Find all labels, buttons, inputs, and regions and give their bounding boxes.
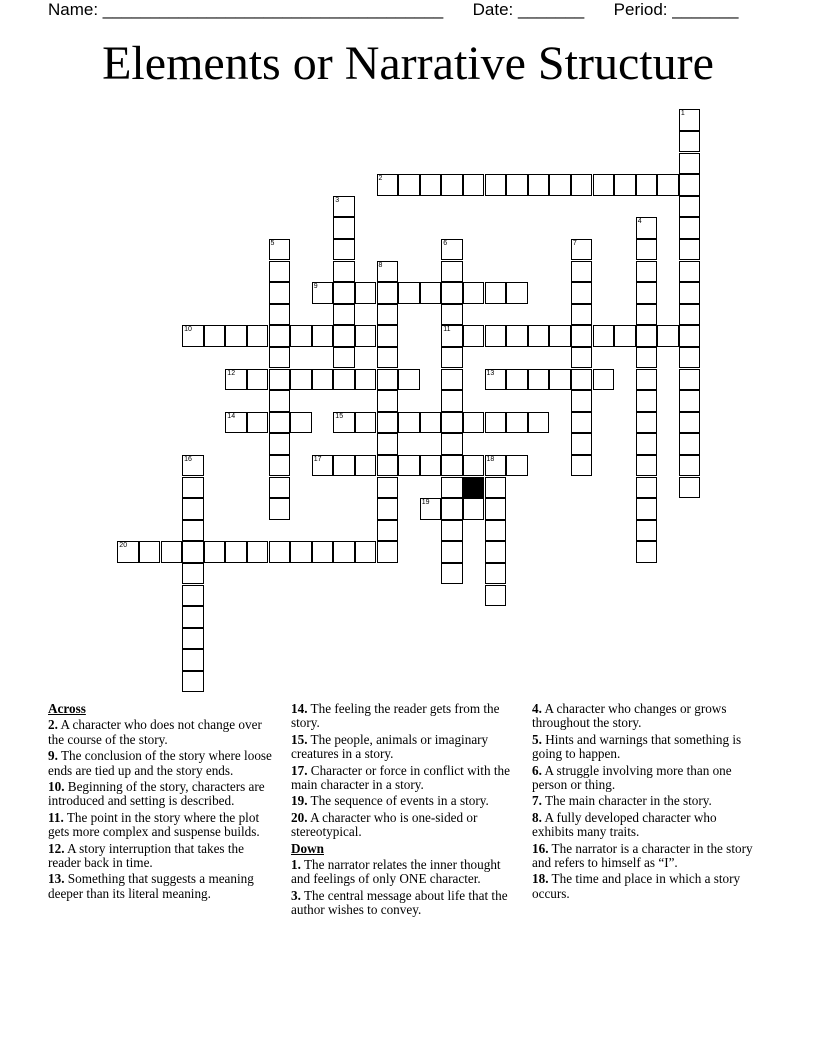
grid-cell[interactable]: [377, 520, 399, 542]
grid-cell[interactable]: [312, 282, 334, 304]
grid-cell[interactable]: [657, 325, 679, 347]
grid-cell[interactable]: [571, 390, 593, 412]
clue-down-8: 8. A fully developed character who exhibits many traits.: [532, 809, 717, 840]
clue-across-17: 17. Character or force in conflict with the main character in a story.: [291, 762, 510, 793]
grid-cell[interactable]: [636, 217, 658, 239]
grid-cell[interactable]: [636, 369, 658, 391]
grid-cell[interactable]: [420, 498, 442, 520]
clue-number: 17: [313, 455, 322, 463]
grid-cell[interactable]: [441, 369, 463, 391]
grid-cell[interactable]: [506, 325, 528, 347]
grid-cell[interactable]: [269, 369, 291, 391]
grid-cell[interactable]: [333, 196, 355, 218]
grid-cell[interactable]: [420, 455, 442, 477]
grid-cell[interactable]: [333, 347, 355, 369]
grid-cell[interactable]: [441, 282, 463, 304]
clue-number: 18: [486, 455, 495, 463]
clue-down-16: 16. The narrator is a character in the story and refers to himself as “I”.: [532, 840, 753, 871]
clue-across-19: 19. The sequence of events in a story.: [291, 793, 489, 809]
grid-cell[interactable]: [614, 325, 636, 347]
date-field[interactable]: Date: _______: [472, 0, 585, 19]
grid-cell[interactable]: [161, 541, 183, 563]
grid-cell[interactable]: [441, 541, 463, 563]
grid-cell[interactable]: [290, 412, 312, 434]
grid-cell[interactable]: [333, 239, 355, 261]
clue-across-20: 20. A character who is one-sided or stereotypical.: [291, 809, 478, 840]
clue-number: 11: [443, 326, 451, 334]
grid-cell[interactable]: [441, 412, 463, 434]
grid-cell[interactable]: [485, 174, 507, 196]
grid-cell[interactable]: [182, 671, 204, 693]
grid-cell[interactable]: [377, 390, 399, 412]
grid-cell[interactable]: [636, 261, 658, 283]
grid-cell[interactable]: [506, 412, 528, 434]
grid-cell[interactable]: [117, 541, 139, 563]
grid-cell[interactable]: [182, 649, 204, 671]
across-heading: Across: [48, 701, 86, 716]
grid-cell[interactable]: [636, 347, 658, 369]
grid-cell[interactable]: [485, 520, 507, 542]
grid-cell[interactable]: [312, 541, 334, 563]
grid-cell[interactable]: [333, 541, 355, 563]
grid-cell[interactable]: [182, 325, 204, 347]
grid-cell[interactable]: [420, 174, 442, 196]
grid-cell[interactable]: [333, 261, 355, 283]
grid-cell[interactable]: [182, 520, 204, 542]
grid-cell[interactable]: [528, 174, 550, 196]
grid-cell[interactable]: [290, 369, 312, 391]
grid-cell[interactable]: [333, 412, 355, 434]
clue-across-15: 15. The people, animals or imaginary creatures in a story.: [291, 731, 489, 762]
grid-cell[interactable]: [182, 477, 204, 499]
grid-cell[interactable]: [269, 455, 291, 477]
grid-cell[interactable]: [269, 477, 291, 499]
grid-cell[interactable]: [377, 412, 399, 434]
grid-cell[interactable]: [355, 541, 377, 563]
grid-cell[interactable]: [269, 433, 291, 455]
grid-cell[interactable]: [571, 455, 593, 477]
grid-cell[interactable]: [679, 304, 701, 326]
clue-number: 12: [227, 369, 236, 377]
grid-cell[interactable]: [593, 369, 615, 391]
grid-cell[interactable]: [463, 455, 485, 477]
clue-down-3: 3. The central message about life that the author wishes to convey.: [291, 887, 508, 918]
grid-cell[interactable]: [290, 541, 312, 563]
grid-cell[interactable]: [657, 174, 679, 196]
grid-cell[interactable]: [571, 347, 593, 369]
grid-cell[interactable]: [269, 239, 291, 261]
grid-cell[interactable]: [247, 325, 269, 347]
grid-cell[interactable]: [225, 541, 247, 563]
clue-down-18: 18. The time and place in which a story occurs.: [532, 871, 741, 901]
grid-cell[interactable]: [614, 174, 636, 196]
grid-cell[interactable]: [441, 477, 463, 499]
clue-number: 20: [119, 542, 128, 550]
grid-cell[interactable]: [269, 261, 291, 283]
grid-cell[interactable]: [377, 325, 399, 347]
grid-cell[interactable]: [355, 412, 377, 434]
clue-number: 15: [335, 412, 344, 420]
clue-down-5: 5. Hints and warnings that something is going to happen.: [532, 731, 742, 762]
grid-cell[interactable]: [679, 412, 701, 434]
grid-cell[interactable]: [506, 282, 528, 304]
grid-cell[interactable]: [571, 282, 593, 304]
grid-cell[interactable]: [679, 131, 701, 153]
grid-cell[interactable]: [398, 174, 420, 196]
clue-number: 2: [378, 175, 383, 183]
name-field[interactable]: Name: ____________________________________: [48, 0, 444, 19]
grid-cell[interactable]: [636, 541, 658, 563]
clue-number: 10: [184, 326, 192, 334]
grid-cell[interactable]: [441, 520, 463, 542]
clue-number: 3: [335, 196, 340, 204]
grid-cell[interactable]: [398, 369, 420, 391]
down-heading: Down: [291, 840, 324, 856]
grid-cell[interactable]: [679, 433, 701, 455]
clue-number: 6: [443, 239, 448, 247]
grid-cell[interactable]: [269, 541, 291, 563]
grid-cell[interactable]: [398, 282, 420, 304]
grid-cell[interactable]: [139, 541, 161, 563]
grid-cell[interactable]: [182, 455, 204, 477]
grid-cell[interactable]: [377, 433, 399, 455]
grid-cell[interactable]: [463, 412, 485, 434]
page-title: Elements or Narrative Structure: [102, 37, 714, 90]
grid-cell[interactable]: [182, 585, 204, 607]
grid-cell[interactable]: [549, 325, 571, 347]
clue-down-7: 7. The main character in the story.: [532, 793, 712, 809]
grid-cell[interactable]: [377, 455, 399, 477]
period-field[interactable]: Period: _______: [613, 0, 739, 19]
grid-cell[interactable]: [312, 455, 334, 477]
grid-cell[interactable]: [377, 369, 399, 391]
grid-cell[interactable]: [377, 477, 399, 499]
clue-across-14: 14. The feeling the reader gets from the story.: [291, 701, 500, 731]
grid-cell[interactable]: [204, 541, 226, 563]
clue-number: 8: [378, 261, 383, 269]
grid-cell[interactable]: [679, 239, 701, 261]
grid-cell[interactable]: [377, 174, 399, 196]
grid-cell[interactable]: [225, 325, 247, 347]
grid-cell[interactable]: [333, 217, 355, 239]
clue-across-11: 11. The point in the story where the plot gets more complex and suspense builds.: [48, 809, 260, 840]
grid-cell[interactable]: [485, 477, 507, 499]
grid-cell[interactable]: [463, 325, 485, 347]
grid-cell[interactable]: [636, 498, 658, 520]
grid-cell[interactable]: [571, 325, 593, 347]
grid-cell[interactable]: [247, 412, 269, 434]
grid-cell[interactable]: [377, 498, 399, 520]
grid-cell[interactable]: [204, 325, 226, 347]
grid-cell[interactable]: [571, 174, 593, 196]
grid-cell[interactable]: [571, 239, 593, 261]
clue-across-12: 12. A story interruption that takes the reader back in time.: [48, 840, 244, 871]
grid-cell[interactable]: [679, 282, 701, 304]
grid-cell[interactable]: [398, 412, 420, 434]
grid-cell[interactable]: [636, 239, 658, 261]
grid-cell[interactable]: [636, 520, 658, 542]
grid-cell[interactable]: [571, 261, 593, 283]
grid-cell[interactable]: [679, 369, 701, 391]
grid-cell[interactable]: [333, 282, 355, 304]
grid-cell[interactable]: [182, 606, 204, 628]
grid-cell[interactable]: [463, 174, 485, 196]
clue-number: 9: [313, 283, 318, 291]
grid-block: [463, 477, 485, 499]
grid-cell[interactable]: [528, 325, 550, 347]
grid-cell[interactable]: [377, 261, 399, 283]
grid-cell[interactable]: [636, 282, 658, 304]
grid-cell[interactable]: [679, 477, 701, 499]
grid-cell[interactable]: [636, 412, 658, 434]
clue-across-10: 10. Beginning of the story, characters are introduced and setting is described.: [48, 779, 265, 809]
grid-cell[interactable]: [636, 325, 658, 347]
grid-cell[interactable]: [506, 174, 528, 196]
grid-cell[interactable]: [571, 433, 593, 455]
grid-cell[interactable]: [290, 325, 312, 347]
grid-cell[interactable]: [441, 174, 463, 196]
grid-cell[interactable]: [420, 412, 442, 434]
grid-cell[interactable]: [247, 369, 269, 391]
grid-cell[interactable]: [333, 325, 355, 347]
grid-cell[interactable]: [485, 455, 507, 477]
grid-cell[interactable]: [441, 498, 463, 520]
grid-cell[interactable]: [549, 174, 571, 196]
grid-cell[interactable]: [571, 369, 593, 391]
grid-cell[interactable]: [679, 347, 701, 369]
grid-cell[interactable]: [377, 304, 399, 326]
grid-cell[interactable]: [269, 412, 291, 434]
grid-cell[interactable]: [593, 174, 615, 196]
clues-column-1: [48, 702, 276, 903]
grid-cell[interactable]: [485, 369, 507, 391]
clue-number: 1: [680, 110, 685, 118]
grid-cell[interactable]: [441, 239, 463, 261]
grid-cell[interactable]: [679, 455, 701, 477]
grid-cell[interactable]: [679, 390, 701, 412]
clue-down-6: 6. A struggle involving more than one person or thing.: [532, 762, 732, 793]
grid-cell[interactable]: [485, 325, 507, 347]
grid-cell[interactable]: [485, 541, 507, 563]
grid-cell[interactable]: [377, 541, 399, 563]
grid-cell[interactable]: [441, 347, 463, 369]
clue-number: 5: [270, 239, 275, 247]
grid-cell[interactable]: [269, 325, 291, 347]
grid-cell[interactable]: [377, 282, 399, 304]
grid-cell[interactable]: [355, 325, 377, 347]
clue-number: 19: [421, 499, 430, 507]
grid-cell[interactable]: [269, 498, 291, 520]
grid-cell[interactable]: [355, 369, 377, 391]
grid-cell[interactable]: [485, 563, 507, 585]
grid-cell[interactable]: [182, 498, 204, 520]
grid-cell[interactable]: [377, 347, 399, 369]
grid-cell[interactable]: [636, 174, 658, 196]
clues-column-2: [291, 702, 519, 920]
grid-cell[interactable]: [225, 369, 247, 391]
grid-cell[interactable]: [571, 304, 593, 326]
grid-cell[interactable]: [225, 412, 247, 434]
grid-cell[interactable]: [506, 369, 528, 391]
clue-across-9: 9. The conclusion of the story where loose ends are tied up and the story ends.: [48, 748, 272, 778]
clue-number: 14: [227, 412, 236, 420]
grid-cell[interactable]: [485, 412, 507, 434]
grid-cell[interactable]: [182, 628, 204, 650]
grid-cell[interactable]: [441, 390, 463, 412]
grid-cell[interactable]: [528, 369, 550, 391]
grid-cell[interactable]: [312, 325, 334, 347]
clue-across-13: 13. Something that suggests a meaning deeper than its literal meaning.: [48, 871, 254, 901]
grid-cell[interactable]: [269, 304, 291, 326]
grid-cell[interactable]: [463, 498, 485, 520]
grid-cell[interactable]: [593, 325, 615, 347]
grid-cell[interactable]: [333, 369, 355, 391]
grid-cell[interactable]: [269, 347, 291, 369]
grid-cell[interactable]: [182, 563, 204, 585]
grid-cell[interactable]: [485, 282, 507, 304]
grid-cell[interactable]: [636, 455, 658, 477]
grid-cell[interactable]: [679, 217, 701, 239]
clue-number: 13: [486, 369, 495, 377]
grid-cell[interactable]: [485, 585, 507, 607]
grid-cell[interactable]: [355, 282, 377, 304]
clue-down-4: 4. A character who changes or grows throughout the story.: [532, 701, 727, 731]
grid-cell[interactable]: [679, 109, 701, 131]
grid-cell[interactable]: [485, 498, 507, 520]
grid-cell[interactable]: [679, 153, 701, 175]
grid-cell[interactable]: [333, 304, 355, 326]
grid-cell[interactable]: [679, 196, 701, 218]
grid-cell[interactable]: [441, 304, 463, 326]
clues-column-3: [532, 702, 760, 903]
clue-across-2: 2. A character who does not change over the course of the story.: [48, 717, 262, 747]
grid-cell[interactable]: [441, 433, 463, 455]
grid-cell[interactable]: [420, 282, 442, 304]
grid-cell[interactable]: [571, 412, 593, 434]
grid-cell[interactable]: [636, 477, 658, 499]
grid-cell[interactable]: [333, 455, 355, 477]
grid-cell[interactable]: [636, 304, 658, 326]
grid-cell[interactable]: [269, 282, 291, 304]
grid-cell[interactable]: [636, 433, 658, 455]
grid-cell[interactable]: [441, 563, 463, 585]
grid-cell[interactable]: [528, 412, 550, 434]
grid-cell[interactable]: [549, 369, 571, 391]
grid-cell[interactable]: [398, 455, 420, 477]
grid-cell[interactable]: [247, 541, 269, 563]
grid-cell[interactable]: [636, 390, 658, 412]
grid-cell[interactable]: [679, 261, 701, 283]
grid-cell[interactable]: [355, 455, 377, 477]
clue-down-1: 1. The narrator relates the inner thought and feelings of only ONE character.: [291, 857, 501, 887]
clue-number: 16: [184, 455, 192, 463]
grid-cell[interactable]: [441, 325, 463, 347]
grid-cell[interactable]: [441, 261, 463, 283]
grid-cell[interactable]: [463, 282, 485, 304]
clue-number: 4: [637, 218, 642, 226]
grid-cell[interactable]: [441, 455, 463, 477]
grid-cell[interactable]: [182, 541, 204, 563]
grid-cell[interactable]: [506, 455, 528, 477]
grid-cell[interactable]: [269, 390, 291, 412]
grid-cell[interactable]: [679, 174, 701, 196]
clue-number: 7: [572, 239, 577, 247]
grid-cell[interactable]: [312, 369, 334, 391]
grid-cell[interactable]: [679, 325, 701, 347]
